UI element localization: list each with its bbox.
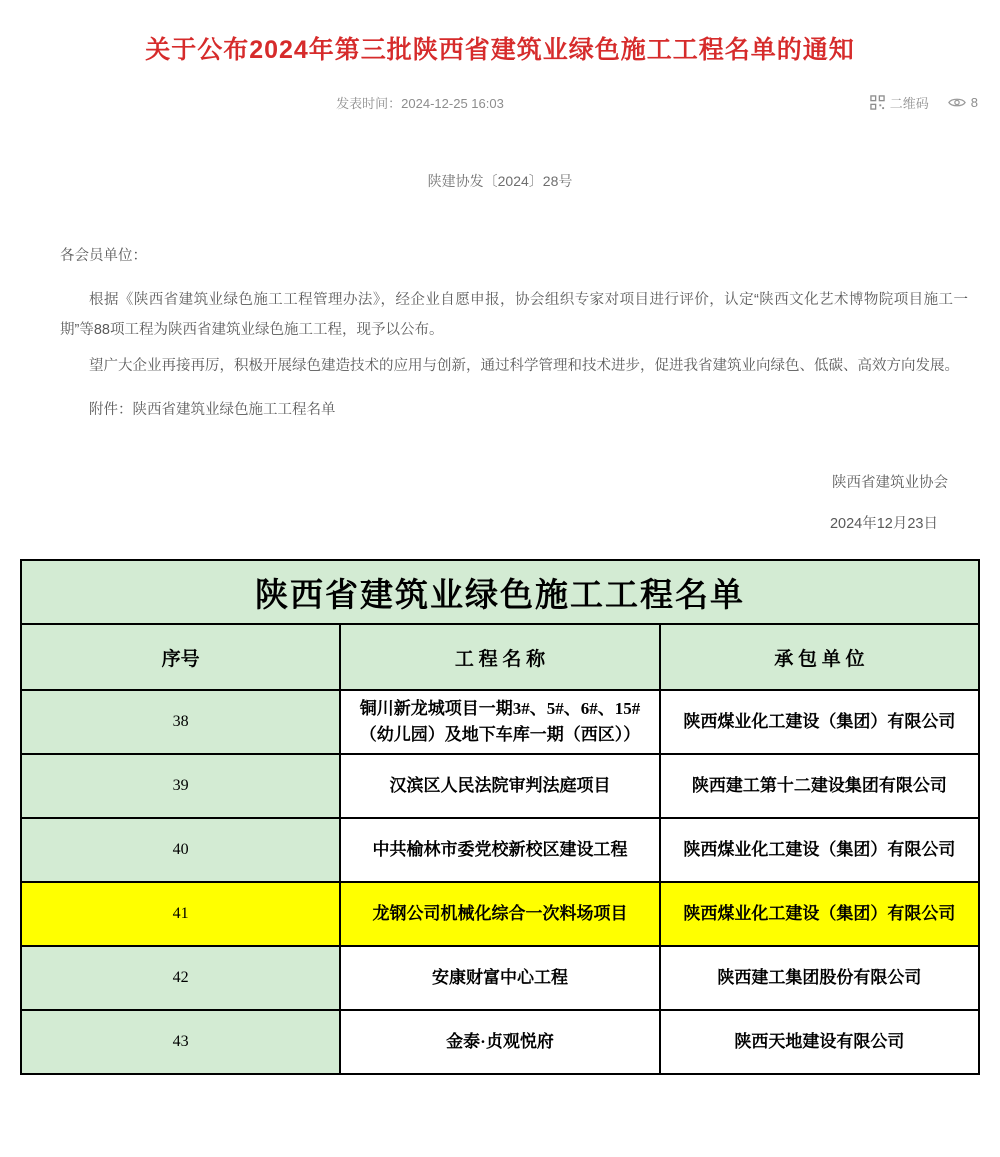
table-row <box>21 818 979 882</box>
view-count-value: 8 <box>970 95 978 110</box>
paragraph-1: 根据《陕西省建筑业绿色施工工程管理办法》，经企业自愿申报，协会组织专家对项目进行评价，认定“陕西文化艺术博物院项目施工一期”等88项工程为陕西省建筑业绿色施工工程，现予以公布。 <box>60 292 968 338</box>
cell-project: 铜川新龙城项目一期3#、5#、6#、15#（幼儿园）及地下车库一期（西区）） <box>340 690 659 754</box>
page-title: 关于公布2024年第三批陕西省建筑业绿色施工工程名单的通知 <box>145 36 855 64</box>
header-no: 序号 <box>21 624 340 690</box>
notice-page <box>0 30 1000 1157</box>
table-row <box>21 882 979 946</box>
cell-contractor: 陕西天地建设有限公司 <box>660 1010 979 1074</box>
salutation: 各会员单位： <box>60 248 147 264</box>
publish-time: 发表时间：2024-12-25 16:03 <box>336 96 504 111</box>
signature-date: 2024年12月23日 <box>829 516 938 532</box>
cell-contractor: 陕西煤业化工建设（集团）有限公司 <box>660 690 979 754</box>
meta-row <box>0 93 1000 115</box>
table-title: 陕西省建筑业绿色施工工程名单 <box>21 560 979 624</box>
cell-no: 40 <box>21 818 340 882</box>
qrcode-label: 二维码 <box>889 96 929 111</box>
cell-project: 安康财富中心工程 <box>340 946 659 1010</box>
qrcode-button[interactable] <box>870 93 929 112</box>
eye-icon <box>948 96 966 109</box>
cell-project: 龙钢公司机械化综合一次料场项目 <box>340 882 659 946</box>
table-row <box>21 754 979 818</box>
cell-contractor: 陕西煤业化工建设（集团）有限公司 <box>660 818 979 882</box>
view-count <box>948 95 978 110</box>
cell-contractor: 陕西建工第十二建设集团有限公司 <box>660 754 979 818</box>
cell-no: 42 <box>21 946 340 1010</box>
header-contractor: 承 包 单 位 <box>660 624 979 690</box>
header-project: 工 程 名 称 <box>340 624 659 690</box>
attachment-line: 附件：陕西省建筑业绿色施工工程名单 <box>89 402 336 418</box>
cell-project: 中共榆林市委党校新校区建设工程 <box>340 818 659 882</box>
doc-number: 陕建协发〔2024〕28号 <box>427 173 573 189</box>
cell-project: 汉滨区人民法院审判法庭项目 <box>340 754 659 818</box>
qrcode-icon <box>870 95 885 110</box>
table-row <box>21 1010 979 1074</box>
table-row <box>21 946 979 1010</box>
table-body <box>21 560 979 1074</box>
cell-contractor: 陕西煤业化工建设（集团）有限公司 <box>660 882 979 946</box>
notice-body <box>0 241 1000 425</box>
table-title-row <box>21 560 979 624</box>
table-row <box>21 690 979 754</box>
table-header-row <box>21 624 979 690</box>
cell-contractor: 陕西建工集团股份有限公司 <box>660 946 979 1010</box>
cell-no: 38 <box>21 690 340 754</box>
cell-no: 43 <box>21 1010 340 1074</box>
projects-table <box>20 559 980 1075</box>
signature-org: 陕西省建筑业协会 <box>832 475 948 491</box>
paragraph-2: 望广大企业再接再厉，积极开展绿色建造技术的应用与创新，通过科学管理和技术进步，促进我省建筑业向绿色、低碳、高效方向发展。 <box>89 358 959 374</box>
cell-no: 39 <box>21 754 340 818</box>
cell-no: 41 <box>21 882 340 946</box>
cell-project: 金泰·贞观悦府 <box>340 1010 659 1074</box>
